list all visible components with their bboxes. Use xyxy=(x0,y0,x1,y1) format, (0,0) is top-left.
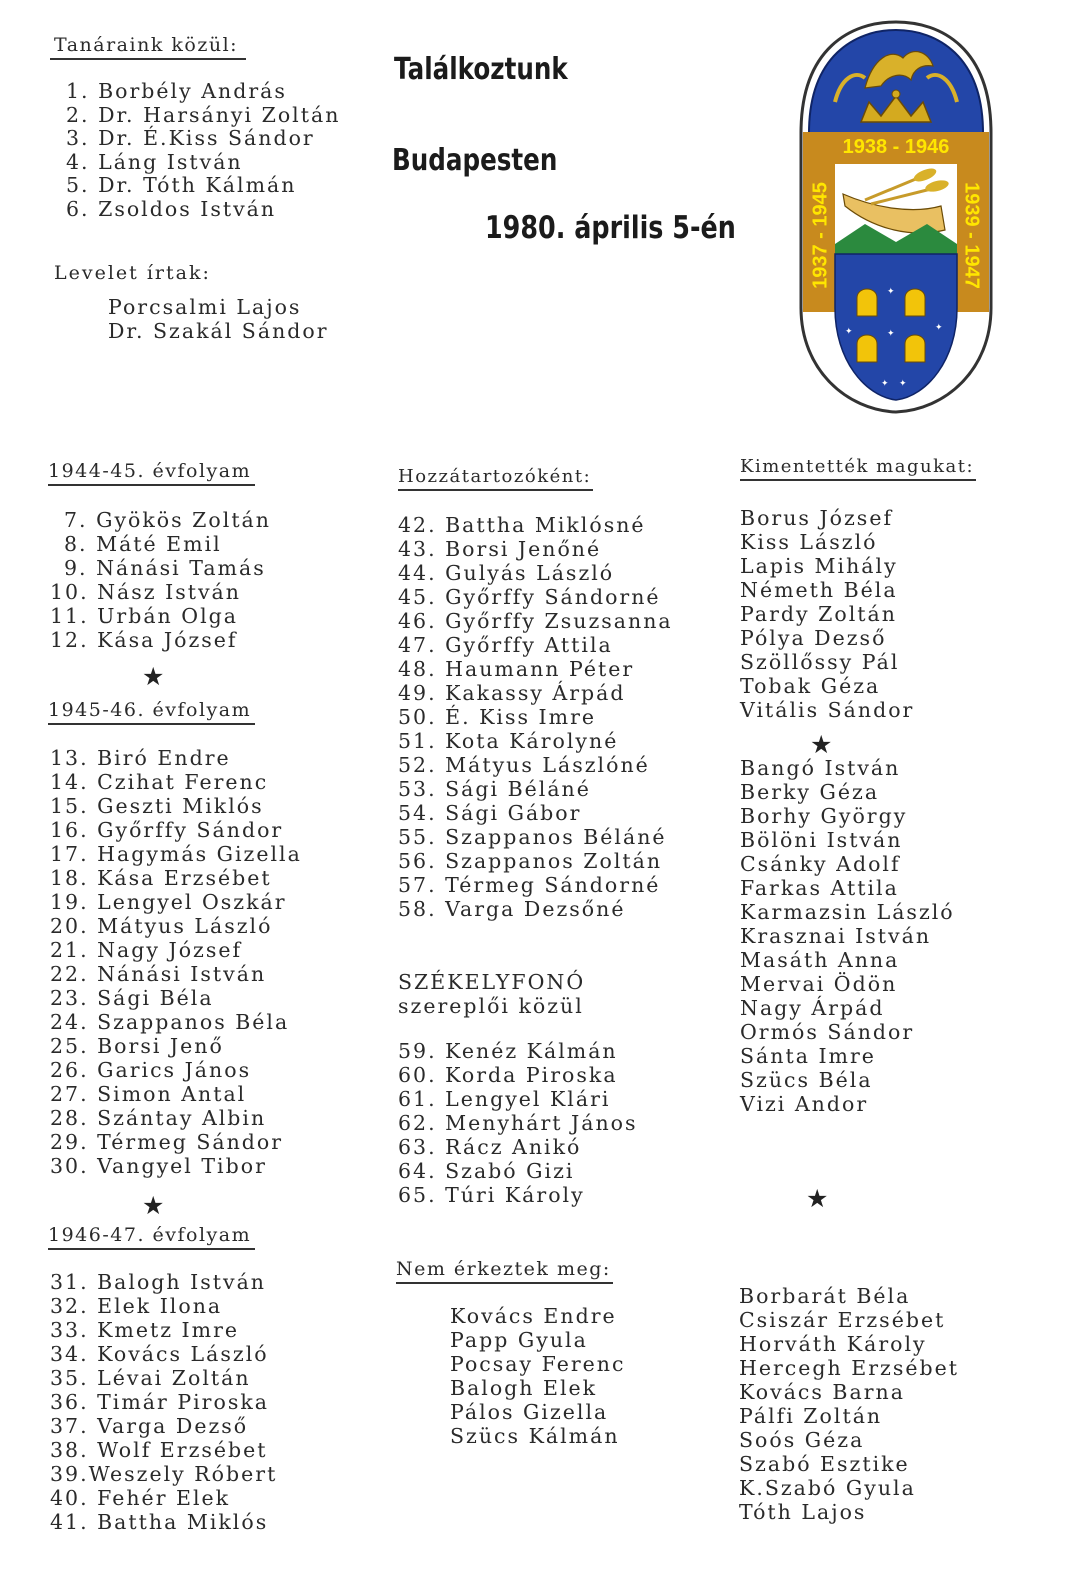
class-1944-section xyxy=(48,460,271,652)
szekelyfono-heading: SZÉKELYFONÓ xyxy=(398,970,586,994)
list-item: Porcsalmi Lajos xyxy=(108,295,302,319)
not-arrived-section xyxy=(396,1258,625,1448)
list-item: 22. Nánási István xyxy=(50,962,267,986)
list-item: 65. Túri Károly xyxy=(398,1183,585,1207)
crest-top-label: 1938 - 1946 xyxy=(842,136,950,158)
list-item: 60. Korda Piroska xyxy=(398,1063,618,1087)
svg-text:✦: ✦ xyxy=(935,323,943,333)
crest-right-label-rot: 1939 - 1947 xyxy=(960,182,983,289)
list-item: 58. Varga Dezsőné xyxy=(398,897,626,921)
list-item: 44. Gulyás László xyxy=(398,561,615,585)
list-item: 36. Timár Piroska xyxy=(50,1390,269,1414)
list-item: Vitális Sándor xyxy=(740,698,915,722)
list-item: 9. Nánási Tamás xyxy=(64,556,266,580)
list-item: Karmazsin László xyxy=(740,900,955,924)
list-item: 3. Dr. É.Kiss Sándor xyxy=(66,126,315,150)
class-1944-heading: 1944-45. évfolyam xyxy=(48,460,255,486)
class-1944-list xyxy=(50,508,271,652)
list-item: Borbarát Béla xyxy=(739,1284,911,1308)
list-item: Pólya Dezső xyxy=(740,626,887,650)
list-item: Kovács Barna xyxy=(739,1380,905,1404)
list-item: 57. Térmeg Sándorné xyxy=(398,873,661,897)
szekelyfono-section xyxy=(398,970,638,1207)
letters-section xyxy=(54,261,329,343)
list-item: 5. Dr. Tóth Kálmán xyxy=(66,173,297,197)
list-item: Szöllőssy Pál xyxy=(740,650,900,674)
class-1945-section xyxy=(48,699,302,1178)
excused-list-1 xyxy=(740,506,976,722)
list-item: Lapis Mihály xyxy=(740,554,898,578)
class-1946-heading: 1946-47. évfolyam xyxy=(48,1224,255,1250)
relatives-heading: Hozzátartozóként: xyxy=(398,466,593,491)
list-item: Bangó István xyxy=(740,756,901,780)
list-item: Masáth Anna xyxy=(740,948,900,972)
list-item: 13. Biró Endre xyxy=(50,746,231,770)
title-line-1: Találkoztunk xyxy=(394,52,568,87)
not-arrived-list-middle xyxy=(450,1304,625,1448)
list-item: 1. Borbély András xyxy=(66,79,287,103)
separator-star: ★ xyxy=(142,662,165,691)
not-arrived-heading: Nem érkeztek meg: xyxy=(396,1258,613,1284)
list-item: Pardy Zoltán xyxy=(740,602,897,626)
list-item: 10. Nász István xyxy=(50,580,241,604)
class-1946-section xyxy=(48,1224,277,1534)
list-item: 49. Kakassy Árpád xyxy=(398,681,626,705)
svg-text:✦: ✦ xyxy=(887,329,895,339)
class-1945-heading: 1945-46. évfolyam xyxy=(48,699,255,725)
excused-section xyxy=(740,456,976,722)
list-item: 51. Kota Károlyné xyxy=(398,729,619,753)
list-item: 47. Győrffy Attila xyxy=(398,633,613,657)
class-1945-list xyxy=(50,746,302,1178)
list-item: 18. Kása Erzsébet xyxy=(50,866,272,890)
list-item: 27. Simon Antal xyxy=(50,1082,247,1106)
svg-text:✦: ✦ xyxy=(887,287,895,297)
list-item: 52. Mátyus Lászlóné xyxy=(398,753,650,777)
separator-star: ★ xyxy=(142,1191,165,1220)
szekelyfono-list xyxy=(398,1039,638,1207)
list-item: 64. Szabó Gizi xyxy=(398,1159,575,1183)
list-item: Hercegh Erzsébet xyxy=(739,1356,959,1380)
list-item: 42. Battha Miklósné xyxy=(398,513,646,537)
svg-text:✦: ✦ xyxy=(845,327,853,337)
list-item: 21. Nagy József xyxy=(50,938,243,962)
list-item: Szücs Kálmán xyxy=(450,1424,620,1448)
list-item: 4. Láng István xyxy=(66,149,243,174)
list-item: 39.Weszely Róbert xyxy=(50,1462,278,1486)
separator-star: ★ xyxy=(810,730,833,759)
list-item: 11. Urbán Olga xyxy=(50,604,238,628)
list-item: 54. Sági Gábor xyxy=(398,801,582,825)
list-item: 46. Győrffy Zsuzsanna xyxy=(398,609,673,633)
list-item: 56. Szappanos Zoltán xyxy=(398,849,663,873)
list-item: Szücs Béla xyxy=(740,1068,873,1092)
class-1946-list xyxy=(50,1270,277,1534)
list-item: 61. Lengyel Klári xyxy=(398,1087,611,1111)
list-item: 20. Mátyus László xyxy=(50,914,273,938)
excused-heading: Kimentették magukat: xyxy=(740,456,976,481)
list-item: 8. Máté Emil xyxy=(64,532,222,556)
list-item: 7. Gyökös Zoltán xyxy=(64,508,271,532)
list-item: Pocsay Ferenc xyxy=(450,1352,626,1376)
list-item: 59. Kenéz Kálmán xyxy=(398,1039,618,1063)
list-item: 48. Haumann Péter xyxy=(398,657,635,681)
list-item: Balogh Elek xyxy=(450,1376,598,1400)
relatives-section xyxy=(398,466,673,921)
list-item: Kiss László xyxy=(740,530,878,554)
list-item: 38. Wolf Erzsébet xyxy=(50,1438,268,1462)
list-item: 34. Kovács László xyxy=(50,1342,269,1366)
letters-list xyxy=(108,295,329,343)
list-item: 35. Lévai Zoltán xyxy=(50,1366,251,1390)
list-item: 15. Geszti Miklós xyxy=(50,794,264,818)
list-item: 28. Szántay Albin xyxy=(50,1106,267,1130)
list-item: Mervai Ödön xyxy=(740,972,898,996)
teachers-list xyxy=(66,80,340,221)
list-item: 24. Szappanos Béla xyxy=(50,1010,290,1034)
list-item: Kovács Endre xyxy=(450,1304,617,1328)
list-item: Horváth Károly xyxy=(739,1332,927,1356)
list-item: Farkas Attila xyxy=(740,876,899,900)
list-item: Nagy Árpád xyxy=(740,996,885,1020)
list-item: 55. Szappanos Béláné xyxy=(398,825,667,849)
list-item: 41. Battha Miklós xyxy=(50,1510,269,1534)
list-item: Sánta Imre xyxy=(740,1044,876,1068)
teachers-section xyxy=(50,34,340,221)
list-item: 26. Garics János xyxy=(50,1058,252,1082)
list-item: Szabó Esztike xyxy=(739,1452,910,1476)
list-item: Ormós Sándor xyxy=(740,1020,915,1044)
list-item: Borhy György xyxy=(740,804,908,828)
list-item: 32. Elek Ilona xyxy=(50,1294,223,1318)
separator-star: ★ xyxy=(806,1184,829,1213)
list-item: Soós Géza xyxy=(739,1428,865,1452)
list-item: Berky Géza xyxy=(740,780,880,804)
list-item: Bölöni István xyxy=(740,828,903,852)
list-item: Krasznai István xyxy=(740,924,932,948)
relatives-list xyxy=(398,513,673,921)
list-item: 53. Sági Béláné xyxy=(398,777,591,801)
title-line-2: Budapesten xyxy=(392,143,558,178)
list-item: 16. Győrffy Sándor xyxy=(50,818,284,842)
list-item: 33. Kmetz Imre xyxy=(50,1318,240,1342)
list-item: Csiszár Erzsébet xyxy=(739,1308,946,1332)
list-item: Tobak Géza xyxy=(740,674,881,698)
list-item: Csánky Adolf xyxy=(740,852,901,876)
list-item: Papp Gyula xyxy=(450,1328,588,1352)
list-item: Pálos Gizella xyxy=(450,1400,609,1424)
title-line-3: 1980. április 5-én xyxy=(485,210,736,246)
list-item: Dr. Szakál Sándor xyxy=(108,319,329,343)
list-item: 29. Térmeg Sándor xyxy=(50,1130,284,1154)
list-item: 25. Borsi Jenő xyxy=(50,1034,224,1058)
letters-heading: Levelet írtak: xyxy=(54,262,211,284)
teachers-heading: Tanáraink közül: xyxy=(50,34,246,60)
list-item: 23. Sági Béla xyxy=(50,986,214,1010)
list-item: 2. Dr. Harsányi Zoltán xyxy=(66,102,341,127)
crest-left-label-rot: 1937 - 1945 xyxy=(809,182,832,289)
list-item: Pálfi Zoltán xyxy=(739,1404,883,1428)
list-item: 12. Kása József xyxy=(50,628,238,652)
list-item: 14. Czihat Ferenc xyxy=(50,770,269,794)
list-item: Borus József xyxy=(740,506,894,530)
excused-list-2 xyxy=(740,756,955,1116)
list-item: 62. Menyhárt János xyxy=(398,1111,638,1135)
szekelyfono-subheading: szereplői közül xyxy=(398,994,584,1018)
list-item: 40. Fehér Elek xyxy=(50,1486,231,1510)
list-item: Németh Béla xyxy=(740,578,898,602)
list-item: 43. Borsi Jenőné xyxy=(398,537,602,561)
list-item: 17. Hagymás Gizella xyxy=(50,842,302,866)
list-item: 30. Vangyel Tibor xyxy=(50,1154,267,1178)
list-item: 63. Rácz Anikó xyxy=(398,1135,582,1159)
list-item: 31. Balogh István xyxy=(50,1270,267,1294)
list-item: 45. Győrffy Sándorné xyxy=(398,585,661,609)
not-arrived-list-right xyxy=(739,1284,959,1524)
list-item: Tóth Lajos xyxy=(739,1500,867,1524)
list-item: K.Szabó Gyula xyxy=(739,1476,916,1500)
list-item: 6. Zsoldos István xyxy=(66,196,277,221)
svg-text:✦: ✦ xyxy=(899,379,907,389)
list-item: 50. É. Kiss Imre xyxy=(398,705,597,729)
list-item: Vizi Andor xyxy=(740,1092,869,1116)
svg-text:✦: ✦ xyxy=(881,379,889,389)
list-item: 19. Lengyel Oszkár xyxy=(50,890,287,914)
list-item: 37. Varga Dezső xyxy=(50,1414,249,1438)
